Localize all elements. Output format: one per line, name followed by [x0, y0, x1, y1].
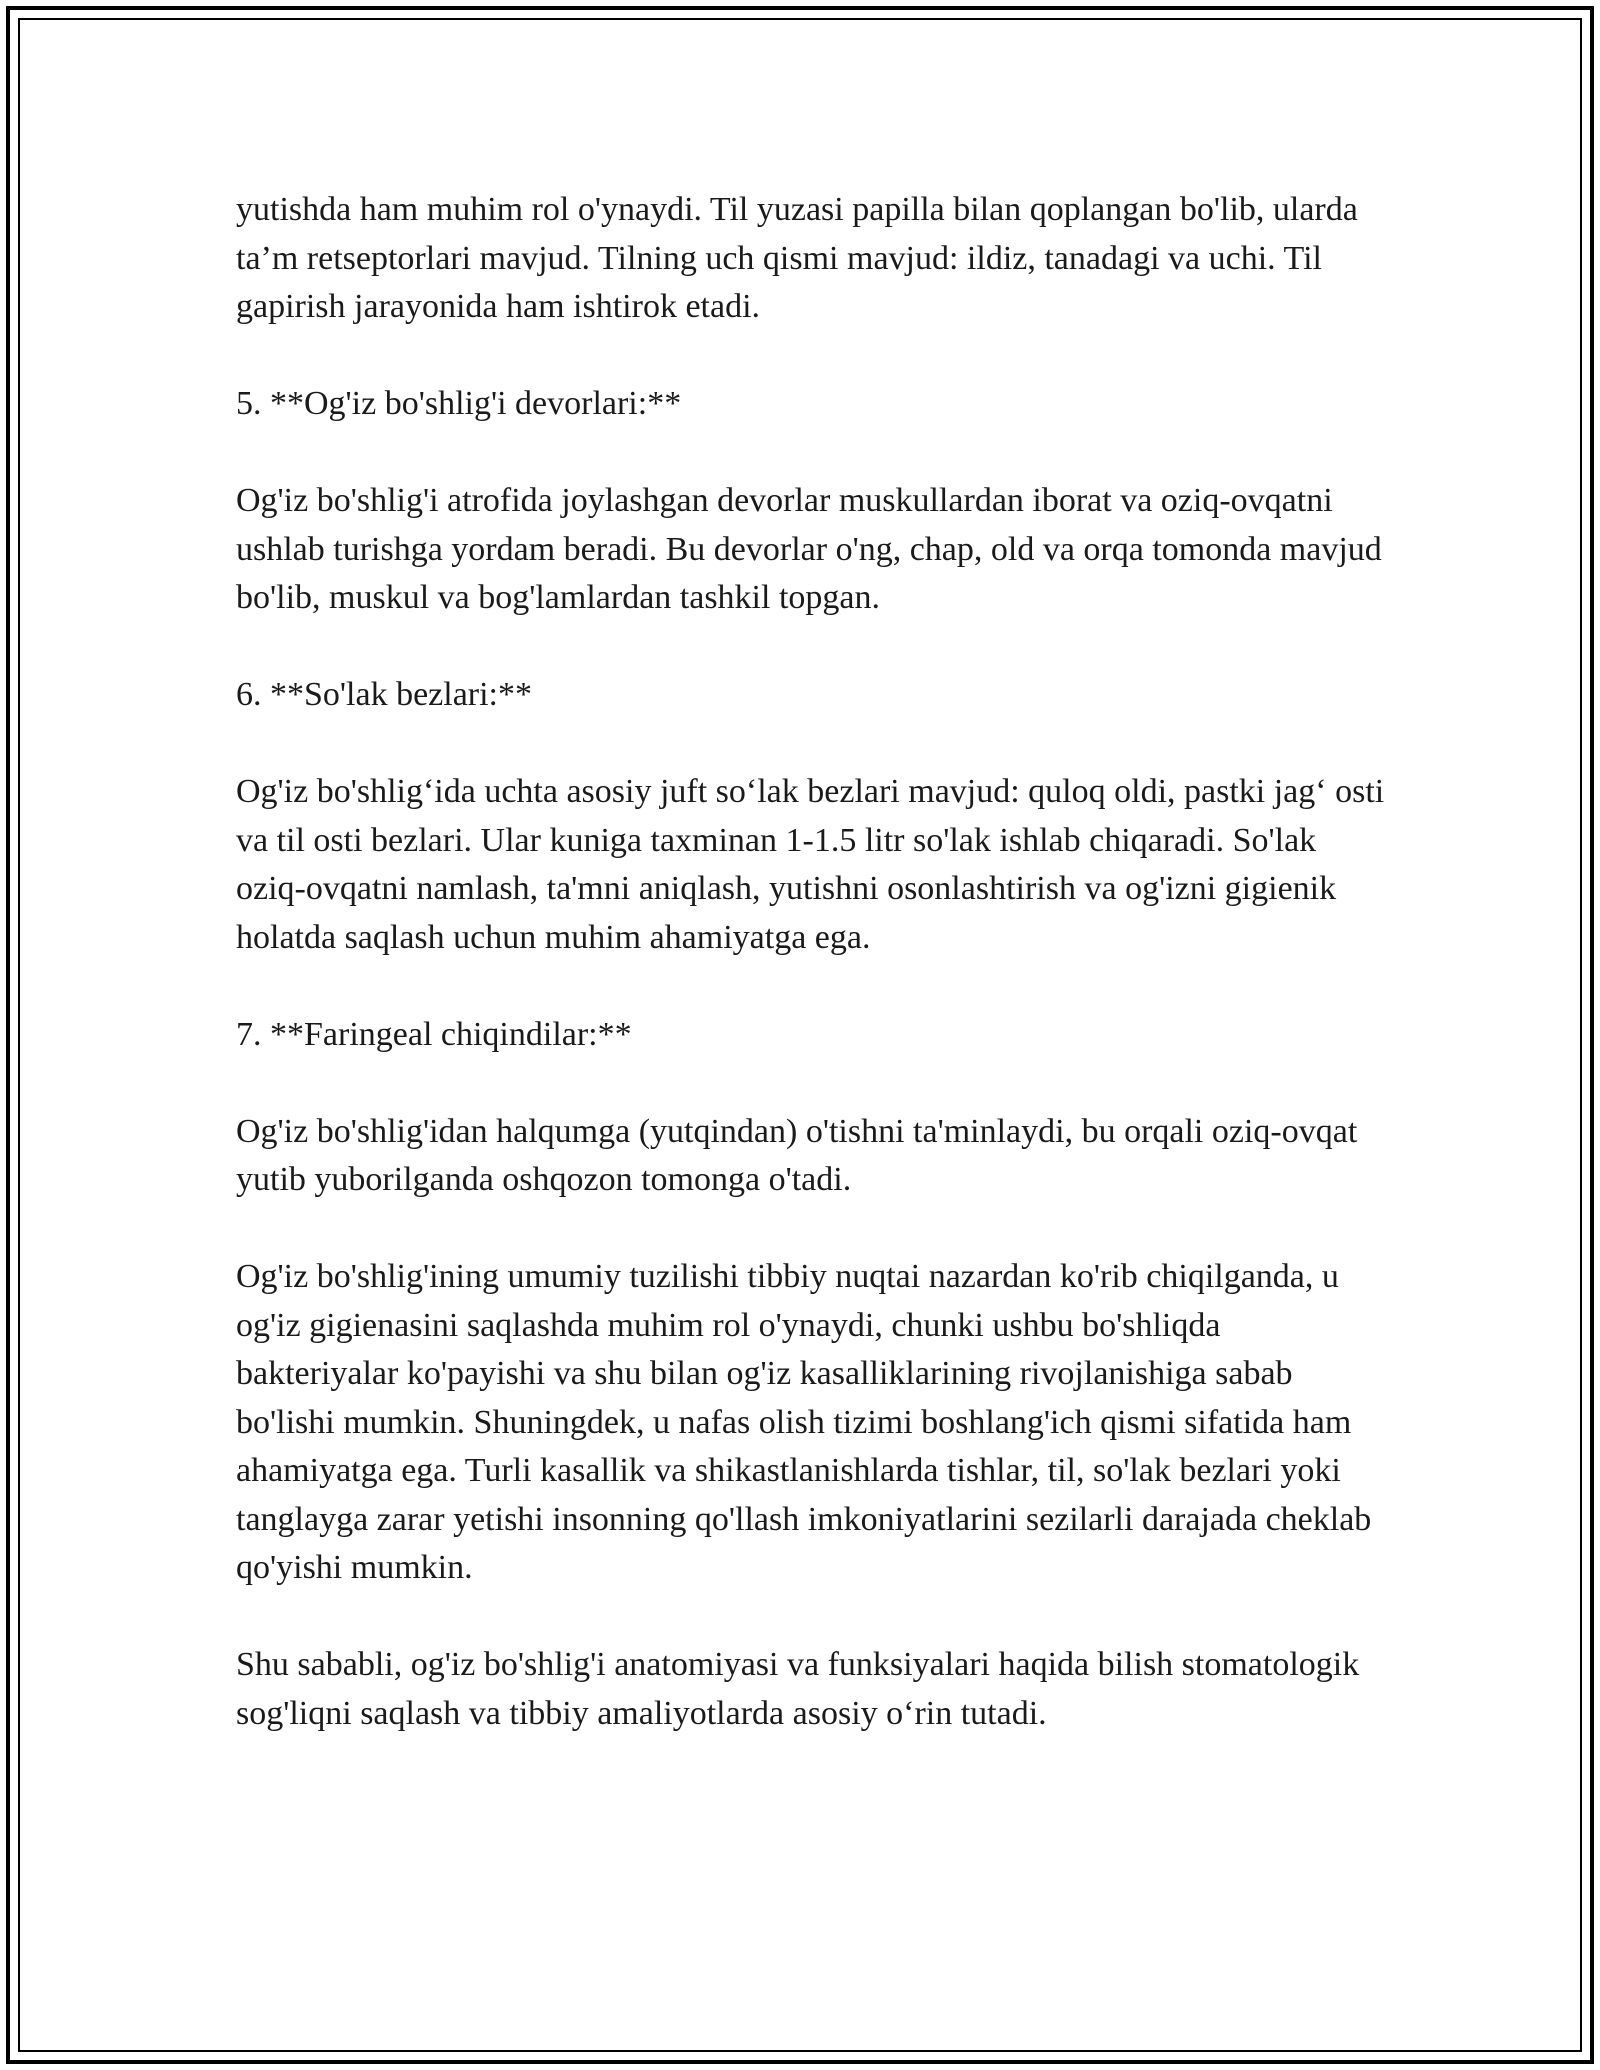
heading-pharyngeal: 7. **Faringeal chiqindilar:**: [236, 1015, 632, 1053]
paragraph-general-structure: Og'iz bo'shlig'ining umumiy tuzilishi tibbiy nuqtai nazardan ko'rib chiqilganda, u og'iz gigienasini saqlashda muhim rol o'ynaydi, chunki ushbu bo'shliqda bakteriyalar ko'payishi va shu bilan og'iz kasalliklarining rivojlanishiga sabab bo'lishi mumkin. Shuningdek, u nafas olish tizimi boshlang'ich qismi sifatida ham ahamiyatga ega. Turli kasallik va shikastlanishlarda tishlar, til, so'lak bezlari yoki tanglayga zarar yetishi insonning qo'llash imkoniyatlarini sezilarli darajada cheklab qo'yishi mumkin.: [236, 1258, 1372, 1586]
document-body: [236, 186, 1386, 1738]
paragraph-salivary-glands: Og'iz bo'shlig‘ida uchta asosiy juft so‘lak bezlari mavjud: quloq oldi, pastki jag‘ osti va til osti bezlari. Ular kuniga taxminan 1-1.5 litr so'lak ishlab chiqaradi. So'lak oziq-ovqatni namlash, ta'mni aniqlash, yutishni osonlashtirish va og'izni gigienik holatda saqlash uchun muhim ahamiyatga ega.: [236, 773, 1385, 956]
paragraph-tongue-continuation: yutishda ham muhim rol o'ynaydi. Til yuzasi papilla bilan qoplangan bo'lib, ularda ta’m retseptorlari mavjud. Tilning uch qismi mavjud: ildiz, tanadagi va uchi. Til gapirish jarayonida ham ishtirok etadi.: [236, 191, 1358, 325]
paragraph-oral-cavity-walls: Og'iz bo'shlig'i atrofida joylashgan devorlar muskullardan iborat va oziq-ovqatni ushlab turishga yordam beradi. Bu devorlar o'ng, chap, old va orqa tomonda mavjud bo'lib, muskul va bog'lamlardan tashkil topgan.: [236, 482, 1382, 616]
paragraph-conclusion: Shu sababli, og'iz bo'shlig'i anatomiyasi va funksiyalari haqida bilish stomatologik sog'liqni saqlash va tibbiy amaliyotlarda asosiy o‘rin tutadi.: [236, 1646, 1360, 1732]
heading-salivary-glands: 6. **So'lak bezlari:**: [236, 676, 533, 713]
heading-oral-cavity-walls: 5. **Og'iz bo'shlig'i devorlari:**: [236, 385, 682, 422]
paragraph-pharyngeal: Og'iz bo'shlig'idan halqumga (yutqindan) o'tishni ta'minlaydi, bu orqali oziq-ovqat yutib yuborilganda oshqozon tomonga o'tadi.: [236, 1112, 1358, 1198]
